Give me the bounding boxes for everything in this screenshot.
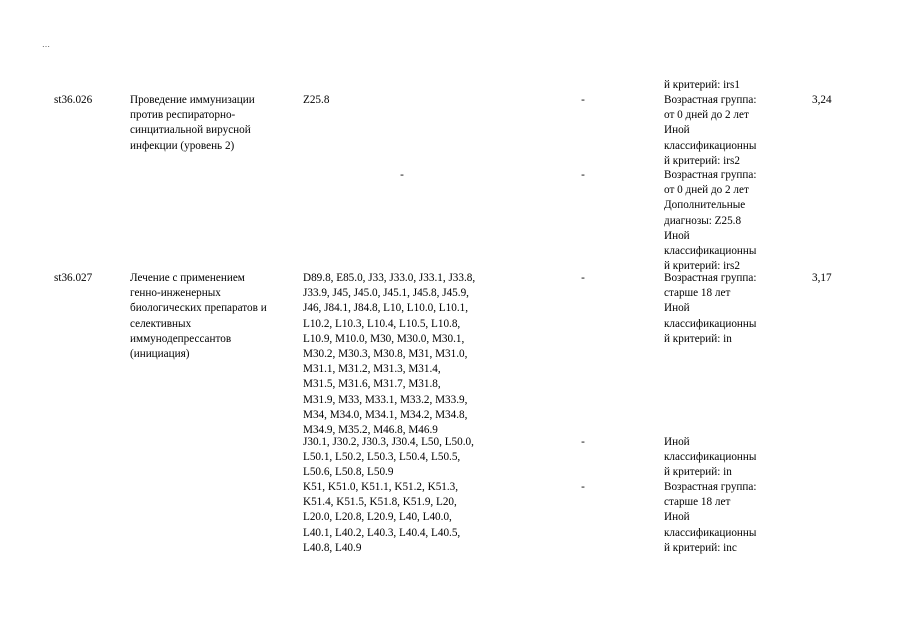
criteria-line: старше 18 лет (664, 496, 731, 509)
criteria-line: Дополнительные (664, 199, 746, 212)
criteria-line: й критерий: irs2 (664, 260, 740, 273)
row-criteria (664, 93, 756, 169)
diagnoses-line: J30.1, J30.2, J30.3, J30.4, L50, L50.0, (303, 436, 474, 448)
diagnoses-line: M31.9, M33, M33.1, M33.2, M33.9, (303, 393, 468, 406)
row-criteria (664, 271, 756, 347)
diagnoses-line: L10.9, M10.0, M30, M30.0, M30.1, (303, 332, 465, 345)
diagnoses-line: L10.2, L10.3, L10.4, L10.5, L10.8, (303, 317, 461, 330)
name-line: инфекции (уровень 2) (130, 139, 235, 152)
row-diagnoses (303, 480, 460, 556)
name-line: иммунодепрессантов (130, 332, 232, 345)
criteria-line: Иной (664, 124, 690, 137)
diagnoses-line: D89.8, E85.0, J33, J33.0, J33.1, J33.8, (303, 272, 476, 284)
diagnoses-line: L50.1, L50.2, L50.3, L50.4, L50.5, (303, 451, 461, 464)
name-line: биологических препаратов и (130, 302, 267, 315)
criteria-line: от 0 дней до 2 лет (664, 184, 749, 197)
diagnoses-line: M31.5, M31.6, M31.7, M31.8, (303, 378, 441, 391)
additional-dash: - (581, 94, 585, 106)
row-criteria (664, 435, 756, 481)
header-marks: … (42, 40, 51, 49)
additional-dash: - (581, 436, 585, 448)
criteria-line: Иной (664, 511, 690, 524)
criteria-line: й критерий: irs1 (664, 79, 740, 91)
additional-dash: - (581, 272, 585, 284)
criteria-line: Иной (664, 229, 690, 242)
row-code: st36.027 (54, 272, 93, 284)
criteria-continuation (664, 78, 740, 93)
criteria-line: Возрастная группа: (664, 481, 757, 493)
criteria-line: классификационны (664, 317, 757, 330)
diagnoses-line: M30.2, M30.3, M30.8, M31, M31.0, (303, 348, 468, 361)
name-line: (инициация) (130, 348, 190, 361)
name-line: генно-инженерных (130, 287, 221, 300)
diagnoses-line: L40.1, L40.2, L40.3, L40.4, L40.5, (303, 526, 461, 539)
additional-dash: - (581, 169, 585, 181)
name-line: Лечение с применением (130, 272, 245, 284)
row-code: st36.026 (54, 94, 93, 106)
name-line: синцитиальной вирусной (130, 124, 251, 137)
diagnoses-line: L20.0, L20.8, L20.9, L40, L40.0, (303, 511, 452, 524)
criteria-line: классификационны (664, 139, 757, 152)
diagnoses-line: J33.9, J45, J45.0, J45.1, J45.8, J45.9, (303, 287, 469, 300)
diagnoses-line: K51.4, K51.5, K51.8, K51.9, L20, (303, 496, 457, 509)
row-coefficient: 3,24 (812, 94, 832, 106)
diagnoses-line: M34.9, M35.2, M46.8, M46.9 (303, 424, 438, 437)
criteria-line: классификационны (664, 526, 757, 539)
criteria-line: классификационны (664, 451, 757, 464)
name-line: против респираторно- (130, 109, 236, 122)
criteria-line: Возрастная группа: (664, 272, 757, 284)
diagnoses-line: L50.6, L50.8, L50.9 (303, 466, 394, 479)
criteria-line: й критерий: in (664, 332, 732, 345)
criteria-line: й критерий: inc (664, 541, 737, 554)
criteria-line: Иной (664, 436, 690, 448)
criteria-line: диагнозы: Z25.8 (664, 214, 742, 227)
row-name (130, 271, 267, 362)
criteria-line: от 0 дней до 2 лет (664, 109, 749, 122)
name-line: селективных (130, 317, 192, 330)
row-diagnoses (303, 435, 474, 481)
name-line: Проведение иммунизации (130, 94, 255, 106)
row-criteria (664, 480, 756, 556)
row-diagnoses (303, 271, 475, 438)
row-coefficient: 3,17 (812, 272, 832, 284)
criteria-line: классификационны (664, 245, 757, 258)
diagnoses-line: L40.8, L40.9 (303, 541, 362, 554)
criteria-line: Возрастная группа: (664, 94, 757, 106)
diagnoses-line: J46, J84.1, J84.8, L10, L10.0, L10.1, (303, 302, 469, 315)
criteria-line: Иной (664, 302, 690, 315)
criteria-line: й критерий: irs2 (664, 154, 740, 167)
row-criteria (664, 168, 756, 274)
additional-dash: - (581, 481, 585, 493)
row-diagnoses (303, 93, 329, 108)
row-name (130, 93, 255, 154)
diagnoses-line: M34, M34.0, M34.1, M34.2, M34.8, (303, 408, 468, 421)
criteria-line: старше 18 лет (664, 287, 731, 300)
diagnoses-line: M31.1, M31.2, M31.3, M31.4, (303, 363, 441, 376)
diagnoses-line: Z25.8 (303, 94, 330, 106)
criteria-line: й критерий: in (664, 466, 732, 479)
diagnoses-line: K51, K51.0, K51.1, K51.2, K51.3, (303, 481, 459, 493)
diagnoses-dash: - (400, 169, 404, 181)
criteria-line: Возрастная группа: (664, 169, 757, 181)
